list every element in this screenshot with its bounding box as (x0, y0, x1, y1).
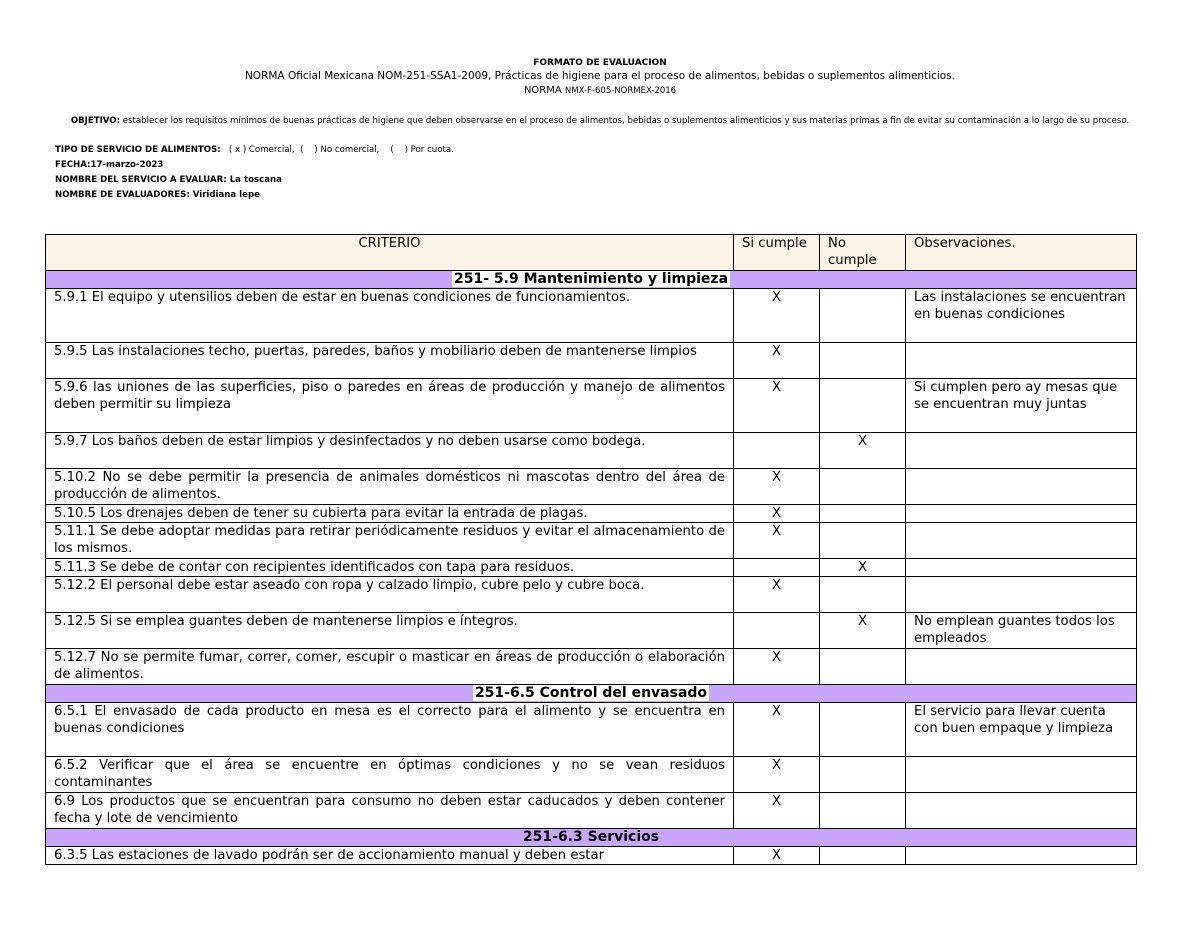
si-cell: X (734, 343, 820, 379)
si-cell: X (734, 847, 820, 865)
no-cell (820, 343, 906, 379)
criterio-cell: 6.5.2 Verificar que el área se encuentre en óptimas condiciones y no se vean residuos contaminantes (46, 757, 734, 793)
norma-code-line (0, 84, 1200, 98)
no-cell (820, 703, 906, 757)
criterio-cell: 5.12.5 Si se emplea guantes deben de mantenerse limpios e íntegros. (46, 613, 734, 649)
criterio-cell: 6.9 Los productos que se encuentran para consumo no deben estar caducados y deben contener fecha y lote de vencimiento (46, 793, 734, 829)
no-cell: X (820, 613, 906, 649)
observaciones-cell (906, 577, 1137, 613)
no-cell (820, 847, 906, 865)
observaciones-cell (906, 523, 1137, 559)
no-cell (820, 469, 906, 505)
observaciones-cell (906, 469, 1137, 505)
criterio-cell: 5.11.1 Se debe adoptar medidas para retirar periódicamente residuos y evitar el almacenamiento de los mismos. (46, 523, 734, 559)
si-cell: X (734, 793, 820, 829)
table-row (46, 613, 1137, 649)
section-title (46, 829, 1137, 847)
observaciones-cell (906, 793, 1137, 829)
table-row (46, 523, 1137, 559)
section-row (46, 829, 1137, 847)
header-criterio: CRITERIO (46, 235, 734, 271)
observaciones-cell (906, 559, 1137, 577)
objetivo-paragraph (55, 114, 1145, 129)
criterio-cell: 5.9.7 Los baños deben de estar limpios y desinfectados y no deben usarse como bodega. (46, 433, 734, 469)
section-title (46, 685, 1137, 703)
table-row (46, 289, 1137, 343)
norma-code-prefix: NORMA (523, 85, 565, 96)
observaciones-cell: Si cumplen pero ay mesas que se encuentran muy juntas (906, 379, 1137, 433)
servicio-label: NOMBRE DEL SERVICIO A EVALUAR: (55, 175, 230, 185)
no-cell (820, 577, 906, 613)
table-row (46, 703, 1137, 757)
servicio-value: La toscana (229, 175, 282, 185)
servicio-line (55, 174, 282, 186)
criterio-cell: 6.5.1 El envasado de cada producto en mesa es el correcto para el alimento y se encuentra en buenas condiciones (46, 703, 734, 757)
objetivo-text: establecer los requisitos mínimos de buenas prácticas de higiene que deben observarse en el proceso de alimentos, bebidas o suplementos alimenticios y sus materias primas a fin de evitar su contaminación a lo largo de su proceso. (120, 116, 1130, 126)
section-row (46, 685, 1137, 703)
criterio-cell: 5.9.5 Las instalaciones techo, puertas, paredes, baños y mobiliario deben de mantenerse limpios (46, 343, 734, 379)
observaciones-cell (906, 649, 1137, 685)
tipo-servicio-label: TIPO DE SERVICIO DE ALIMENTOS: (55, 145, 221, 155)
fecha-line (55, 159, 163, 171)
si-cell: X (734, 523, 820, 559)
si-cell (734, 613, 820, 649)
no-cell (820, 793, 906, 829)
section-prefix: 251- (474, 685, 510, 701)
si-cell: X (734, 577, 820, 613)
observaciones-cell (906, 343, 1137, 379)
si-cell (734, 433, 820, 469)
norma-line: NORMA Oficial Mexicana NOM-251-SSA1-2009, Prácticas de higiene para el proceso de alimentos, bebidas o suplementos alimenticios. (244, 70, 956, 82)
observaciones-cell (906, 505, 1137, 523)
si-cell: X (734, 649, 820, 685)
table-row (46, 847, 1137, 865)
table-header-row (46, 235, 1137, 271)
no-cell: X (820, 433, 906, 469)
observaciones-cell (906, 433, 1137, 469)
criterio-cell: 5.11.3 Se debe de contar con recipientes identificados con tapa para residuos. (46, 559, 734, 577)
no-cell (820, 505, 906, 523)
criterio-cell: 6.3.5 Las estaciones de lavado podrán ser de accionamiento manual y deben estar (46, 847, 734, 865)
evaluation-table (45, 234, 1137, 865)
section-name: 5.9 Mantenimiento y limpieza (493, 271, 729, 287)
header-observaciones: Observaciones. (906, 235, 1137, 271)
no-cell (820, 649, 906, 685)
header-no-cumple: No cumple (820, 235, 906, 271)
no-cell (820, 757, 906, 793)
si-cell: X (734, 379, 820, 433)
norma-code: NMX-F-605-NORMEX-2016 (564, 86, 677, 96)
criterio-cell: 5.12.7 No se permite fumar, correr, comer, escupir o masticar en áreas de producción o elaboración de alimentos. (46, 649, 734, 685)
section-row (46, 271, 1137, 289)
observaciones-cell: No emplean guantes todos los empleados (906, 613, 1137, 649)
table-row (46, 649, 1137, 685)
table-row (46, 379, 1137, 433)
fecha-label: FECHA: (55, 160, 91, 170)
table-row (46, 469, 1137, 505)
no-cell (820, 379, 906, 433)
section-name: 251-6.3 Servicios (522, 829, 660, 845)
observaciones-cell: El servicio para llevar cuenta con buen empaque y limpieza (906, 703, 1137, 757)
criterio-cell: 5.12.2 El personal debe estar aseado con ropa y calzado limpio, cubre pelo y cubre boca. (46, 577, 734, 613)
evaluadores-line (55, 189, 260, 201)
fecha-value: 17-marzo-2023 (90, 160, 164, 170)
table-row (46, 343, 1137, 379)
si-cell (734, 559, 820, 577)
si-cell: X (734, 469, 820, 505)
evaluadores-label: NOMBRE DE EVALUADORES: (55, 190, 193, 200)
observaciones-cell (906, 847, 1137, 865)
table-row (46, 433, 1137, 469)
no-cell: X (820, 559, 906, 577)
si-cell: X (734, 505, 820, 523)
observaciones-cell: Las instalaciones se encuentran en buenas condiciones (906, 289, 1137, 343)
objetivo-label: OBJETIVO: (70, 116, 121, 126)
no-cell (820, 523, 906, 559)
criterio-cell: 5.9.6 las uniones de las superficies, piso o paredes en áreas de producción y manejo de alimentos deben permitir su limpieza (46, 379, 734, 433)
header-si-cumple: Si cumple (734, 235, 820, 271)
criterio-cell: 5.10.5 Los drenajes deben de tener su cubierta para evitar la entrada de plagas. (46, 505, 734, 523)
tipo-servicio-options: ( x ) Comercial, ( ) No comercial, ( ) Por cuota. (220, 145, 454, 155)
observaciones-cell (906, 757, 1137, 793)
section-title (46, 271, 1137, 289)
table-row (46, 793, 1137, 829)
table-row (46, 505, 1137, 523)
si-cell: X (734, 703, 820, 757)
table-row (46, 577, 1137, 613)
form-title: FORMATO DE EVALUACION (533, 58, 667, 68)
tipo-servicio-line (55, 144, 454, 156)
si-cell: X (734, 289, 820, 343)
criterio-cell: 5.10.2 No se debe permitir la presencia de animales domésticos ni mascotas dentro del área de producción de alimentos. (46, 469, 734, 505)
section-name: 6.5 Control del envasado (509, 685, 708, 701)
criterio-cell: 5.9.1 El equipo y utensilios deben de estar en buenas condiciones de funcionamientos. (46, 289, 734, 343)
evaluadores-value: Viridiana lepe (192, 190, 260, 200)
si-cell: X (734, 757, 820, 793)
section-prefix: 251- (453, 271, 494, 287)
table-row (46, 757, 1137, 793)
table-row (46, 559, 1137, 577)
no-cell (820, 289, 906, 343)
